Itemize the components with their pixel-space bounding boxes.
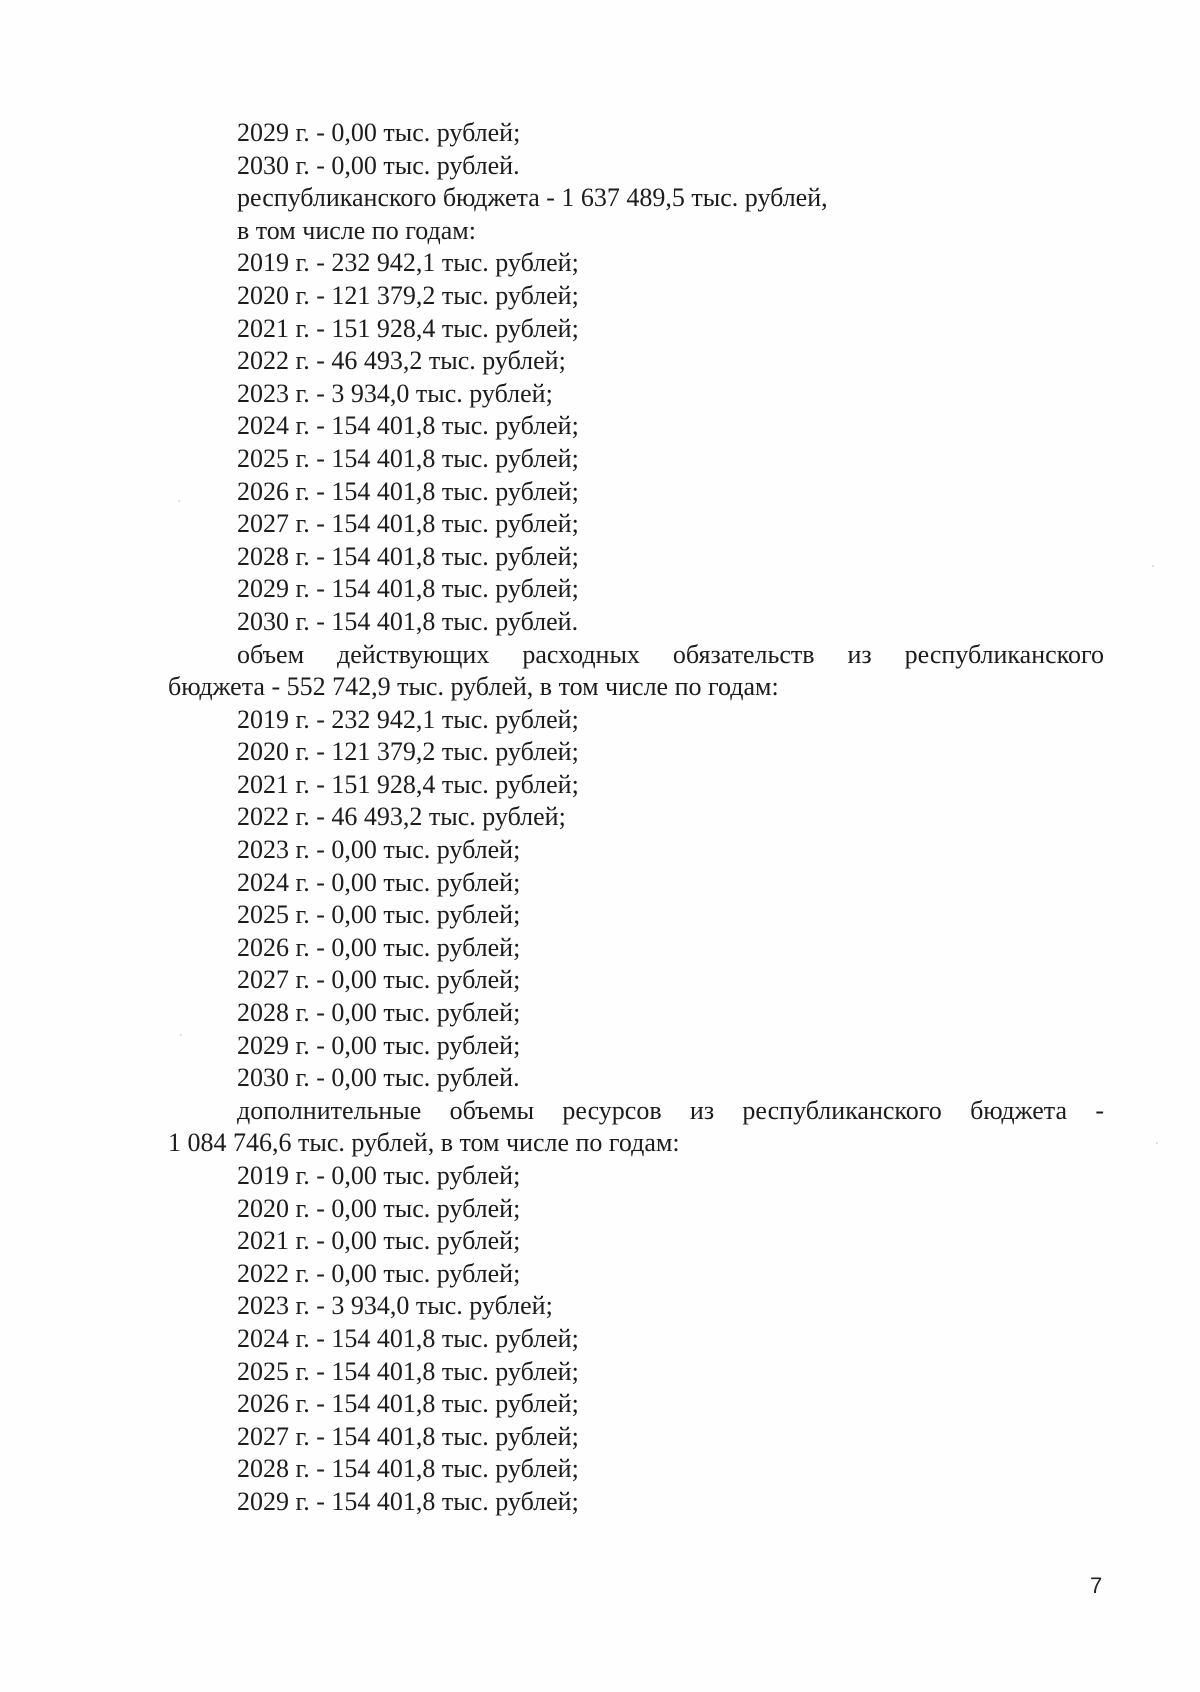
document-line: 2025 г. - 154 401,8 тыс. рублей; — [237, 443, 579, 473]
document-line: 2029 г. - 0,00 тыс. рублей; — [237, 1030, 521, 1060]
document-line: бюджета - 552 742,9 тыс. рублей, в том числе по годам: — [168, 672, 779, 702]
document-line: 2019 г. - 232 942,1 тыс. рублей; — [237, 704, 579, 734]
document-line: 2028 г. - 154 401,8 тыс. рублей; — [237, 1454, 579, 1484]
document-line: 2019 г. - 232 942,1 тыс. рублей; — [237, 248, 579, 278]
document-line: 2022 г. - 0,00 тыс. рублей; — [237, 1258, 521, 1288]
document-line: 2029 г. - 154 401,8 тыс. рублей; — [237, 574, 579, 604]
document-line: дополнительные объемы ресурсов из республиканского бюджета - — [237, 1095, 1104, 1125]
document-line: 2030 г. - 0,00 тыс. рублей. — [237, 150, 520, 180]
document-line: 2024 г. - 154 401,8 тыс. рублей; — [237, 1323, 579, 1353]
document-line: 2023 г. - 3 934,0 тыс. рублей; — [237, 378, 553, 408]
page-number: 7 — [1090, 1573, 1103, 1598]
document-line: 2026 г. - 0,00 тыс. рублей; — [237, 932, 521, 962]
document-line: 2027 г. - 154 401,8 тыс. рублей; — [237, 1421, 579, 1451]
document-line: объем действующих расходных обязательств из республиканского — [237, 639, 1104, 669]
document-line: 2022 г. - 46 493,2 тыс. рублей; — [237, 346, 566, 376]
document-line: 2029 г. - 0,00 тыс. рублей; — [237, 118, 521, 147]
document-line: 1 084 746,6 тыс. рублей, в том числе по годам: — [168, 1128, 680, 1158]
scan-speck — [178, 500, 180, 502]
document-line: 2023 г. - 3 934,0 тыс. рублей; — [237, 1291, 553, 1321]
document-line: 2029 г. - 154 401,8 тыс. рублей; — [237, 1486, 579, 1516]
document-line: 2021 г. - 0,00 тыс. рублей; — [237, 1226, 521, 1256]
document-line: 2021 г. - 151 928,4 тыс. рублей; — [237, 313, 579, 343]
scan-speck — [1152, 565, 1154, 567]
document-line: 2023 г. - 0,00 тыс. рублей; — [237, 835, 521, 865]
document-line: 2024 г. - 154 401,8 тыс. рублей; — [237, 411, 579, 441]
document-line: 2027 г. - 0,00 тыс. рублей; — [237, 965, 521, 995]
document-line: 2028 г. - 154 401,8 тыс. рублей; — [237, 541, 579, 571]
document-line: 2026 г. - 154 401,8 тыс. рублей; — [237, 1389, 579, 1419]
document-line: 2021 г. - 151 928,4 тыс. рублей; — [237, 769, 579, 799]
document-line: 2020 г. - 121 379,2 тыс. рублей; — [237, 280, 579, 310]
document-line: 2022 г. - 46 493,2 тыс. рублей; — [237, 802, 566, 832]
document-line: 2026 г. - 154 401,8 тыс. рублей; — [237, 476, 579, 506]
document-line: 2028 г. - 0,00 тыс. рублей; — [237, 998, 521, 1028]
document-line: республиканского бюджета - 1 637 489,5 тыс. рублей, — [237, 183, 828, 213]
document-line: 2030 г. - 154 401,8 тыс. рублей. — [237, 606, 579, 636]
document-line: 2030 г. - 0,00 тыс. рублей. — [237, 1063, 520, 1093]
document-body — [168, 117, 1104, 1519]
document-line: 2025 г. - 0,00 тыс. рублей; — [237, 900, 521, 930]
document-line: 2020 г. - 121 379,2 тыс. рублей; — [237, 737, 579, 767]
document-line: 2027 г. - 154 401,8 тыс. рублей; — [237, 509, 579, 539]
document-line: 2020 г. - 0,00 тыс. рублей; — [237, 1193, 521, 1223]
document-line: 2024 г. - 0,00 тыс. рублей; — [237, 867, 521, 897]
document-line: в том числе по годам: — [237, 215, 476, 245]
scan-speck — [180, 1034, 182, 1036]
document-line: 2019 г. - 0,00 тыс. рублей; — [237, 1161, 521, 1190]
document-line: 2025 г. - 154 401,8 тыс. рублей; — [237, 1356, 579, 1386]
scan-speck — [1156, 1142, 1158, 1144]
